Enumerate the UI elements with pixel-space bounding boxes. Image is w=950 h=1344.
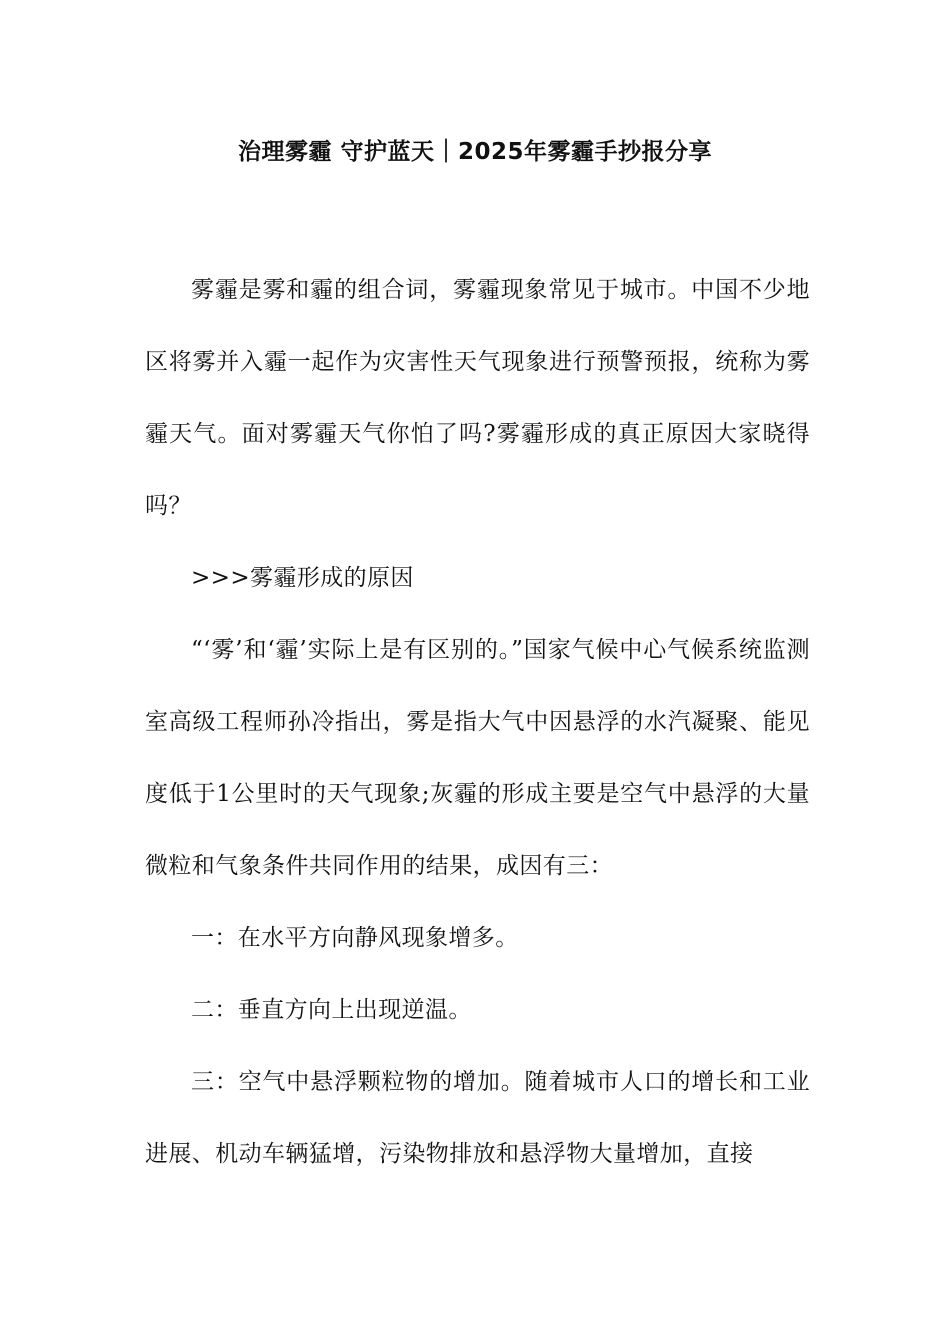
paragraph-quote: “‘雾’和‘霾’实际上是有区别的。”国家气候中心气候系统监测室高级工程师孙冷指出，雾是指大气中因悬浮的水汽凝聚、能见度低于1公里时的天气现象;灰霾的形成主要是空气中悬浮的大量微粒和气象条件共同作用的结果，成因有三： bbox=[145, 637, 810, 879]
document-body bbox=[145, 254, 810, 1190]
paragraph-section-heading: >>>雾霾形成的原因 bbox=[191, 565, 414, 591]
paragraph-cause-two: 二：垂直方向上出现逆温。 bbox=[191, 997, 472, 1023]
paragraph-intro: 雾霾是雾和霾的组合词，雾霾现象常见于城市。中国不少地区将雾并入霾一起作为灾害性天气现象进行预警预报，统称为雾霾天气。面对雾霾天气你怕了吗?雾霾形成的真正原因大家晓得吗？ bbox=[145, 277, 810, 519]
paragraph-cause-one: 一：在水平方向静风现象增多。 bbox=[191, 925, 519, 951]
document-title: 治理雾霾 守护蓝天｜2025年雾霾手抄报分享 bbox=[237, 139, 713, 165]
paragraph-cause-three: 三：空气中悬浮颗粒物的增加。随着城市人口的增长和工业进展、机动车辆猛增，污染物排放和悬浮物大量增加，直接 bbox=[145, 1069, 810, 1167]
